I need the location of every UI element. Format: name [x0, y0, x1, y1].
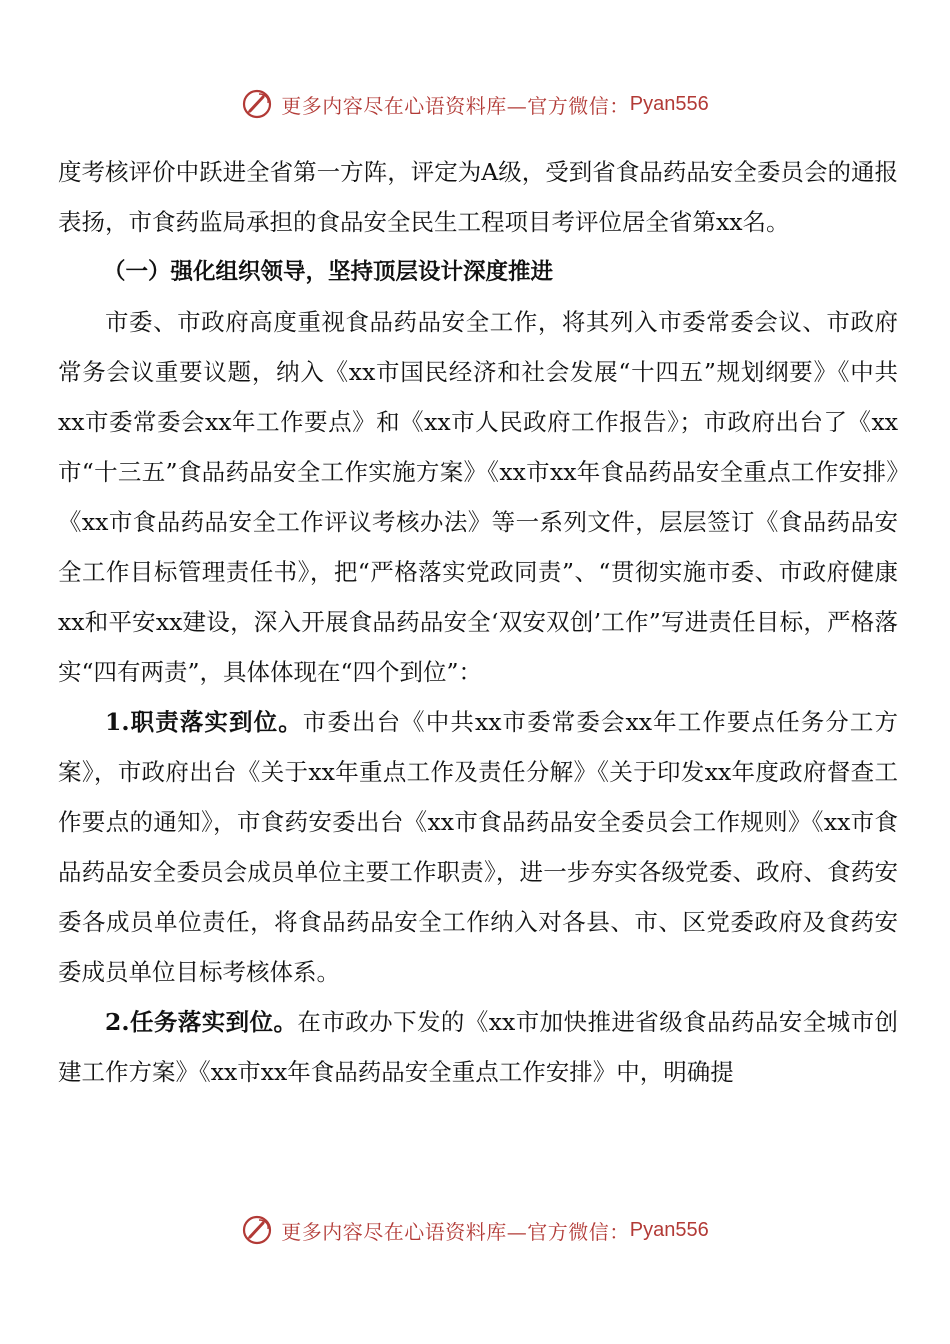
banner-text: 更多内容尽在心语资料库—官方微信：: [281, 1219, 630, 1244]
paragraph-organization: 市委、市政府高度重视食品药品安全工作，将其列入市委常委会议、市政府常务会议重要议题，纳入《xx市国民经济和社会发展“十四五”规划纲要》《中共xx市委常委会xx年工作要点》和《xx市人民政府工作报告》；市政府出台了《xx市“十三五”食品药品安全工作实施方案》《xx市xx年食品药品安全重点工作安排》《xx市食品药品安全工作评议考核办法》等一系列文件，层层签订《食品药品安全工作目标管理责任书》，把“严格落实党政同责”、“贯彻实施市委、市政府健康xx和平安xx建设，深入开展食品药品安全‘双安双创’工作”写进责任目标，严格落实“四有两责”，具体体现在“四个到位”：: [58, 308, 898, 686]
wechat-id: Pyan556: [629, 92, 709, 115]
document-body: [58, 147, 898, 1097]
wechat-id: Pyan556: [629, 1218, 709, 1241]
paragraph-duty: [58, 697, 898, 997]
footer-watermark-banner: [0, 1210, 950, 1250]
section-heading: （一）强化组织领导，坚持顶层设计深度推进: [103, 259, 554, 285]
header-watermark-banner: [0, 84, 950, 124]
pen-logo-icon: [241, 88, 273, 120]
paragraph-task: [58, 997, 898, 1097]
paragraph-lead-duty: 1.职责落实到位。: [105, 708, 303, 736]
paragraph-continued: 度考核评价中跃进全省第一方阵，评定为A级，受到省食品药品安全委员会的通报表扬，市食药监局承担的食品安全民生工程项目考评位居全省第xx名。: [58, 158, 898, 236]
banner-text: 更多内容尽在心语资料库—官方微信：: [281, 93, 630, 118]
paragraph-lead-task: 2.任务落实到位。: [105, 1008, 298, 1036]
paragraph-text-task: 在市政办下发的《xx市加快推进省级食品药品安全城市创建工作方案》《xx市xx年食品药品安全重点工作安排》中，明确提: [58, 1008, 898, 1086]
paragraph-text-duty: 市委出台《中共xx市委常委会xx年工作要点任务分工方案》，市政府出台《关于xx年重点工作及责任分解》《关于印发xx年度政府督查工作要点的通知》，市食药安委出台《xx市食品药品安全委员会工作规则》《xx市食品药品安全委员会成员单位主要工作职责》，进一步夯实各级党委、政府、食药安委各成员单位责任，将食品药品安全工作纳入对各县、市、区党委政府及食药安委成员单位目标考核体系。: [58, 708, 898, 986]
pen-logo-icon: [241, 1214, 273, 1246]
